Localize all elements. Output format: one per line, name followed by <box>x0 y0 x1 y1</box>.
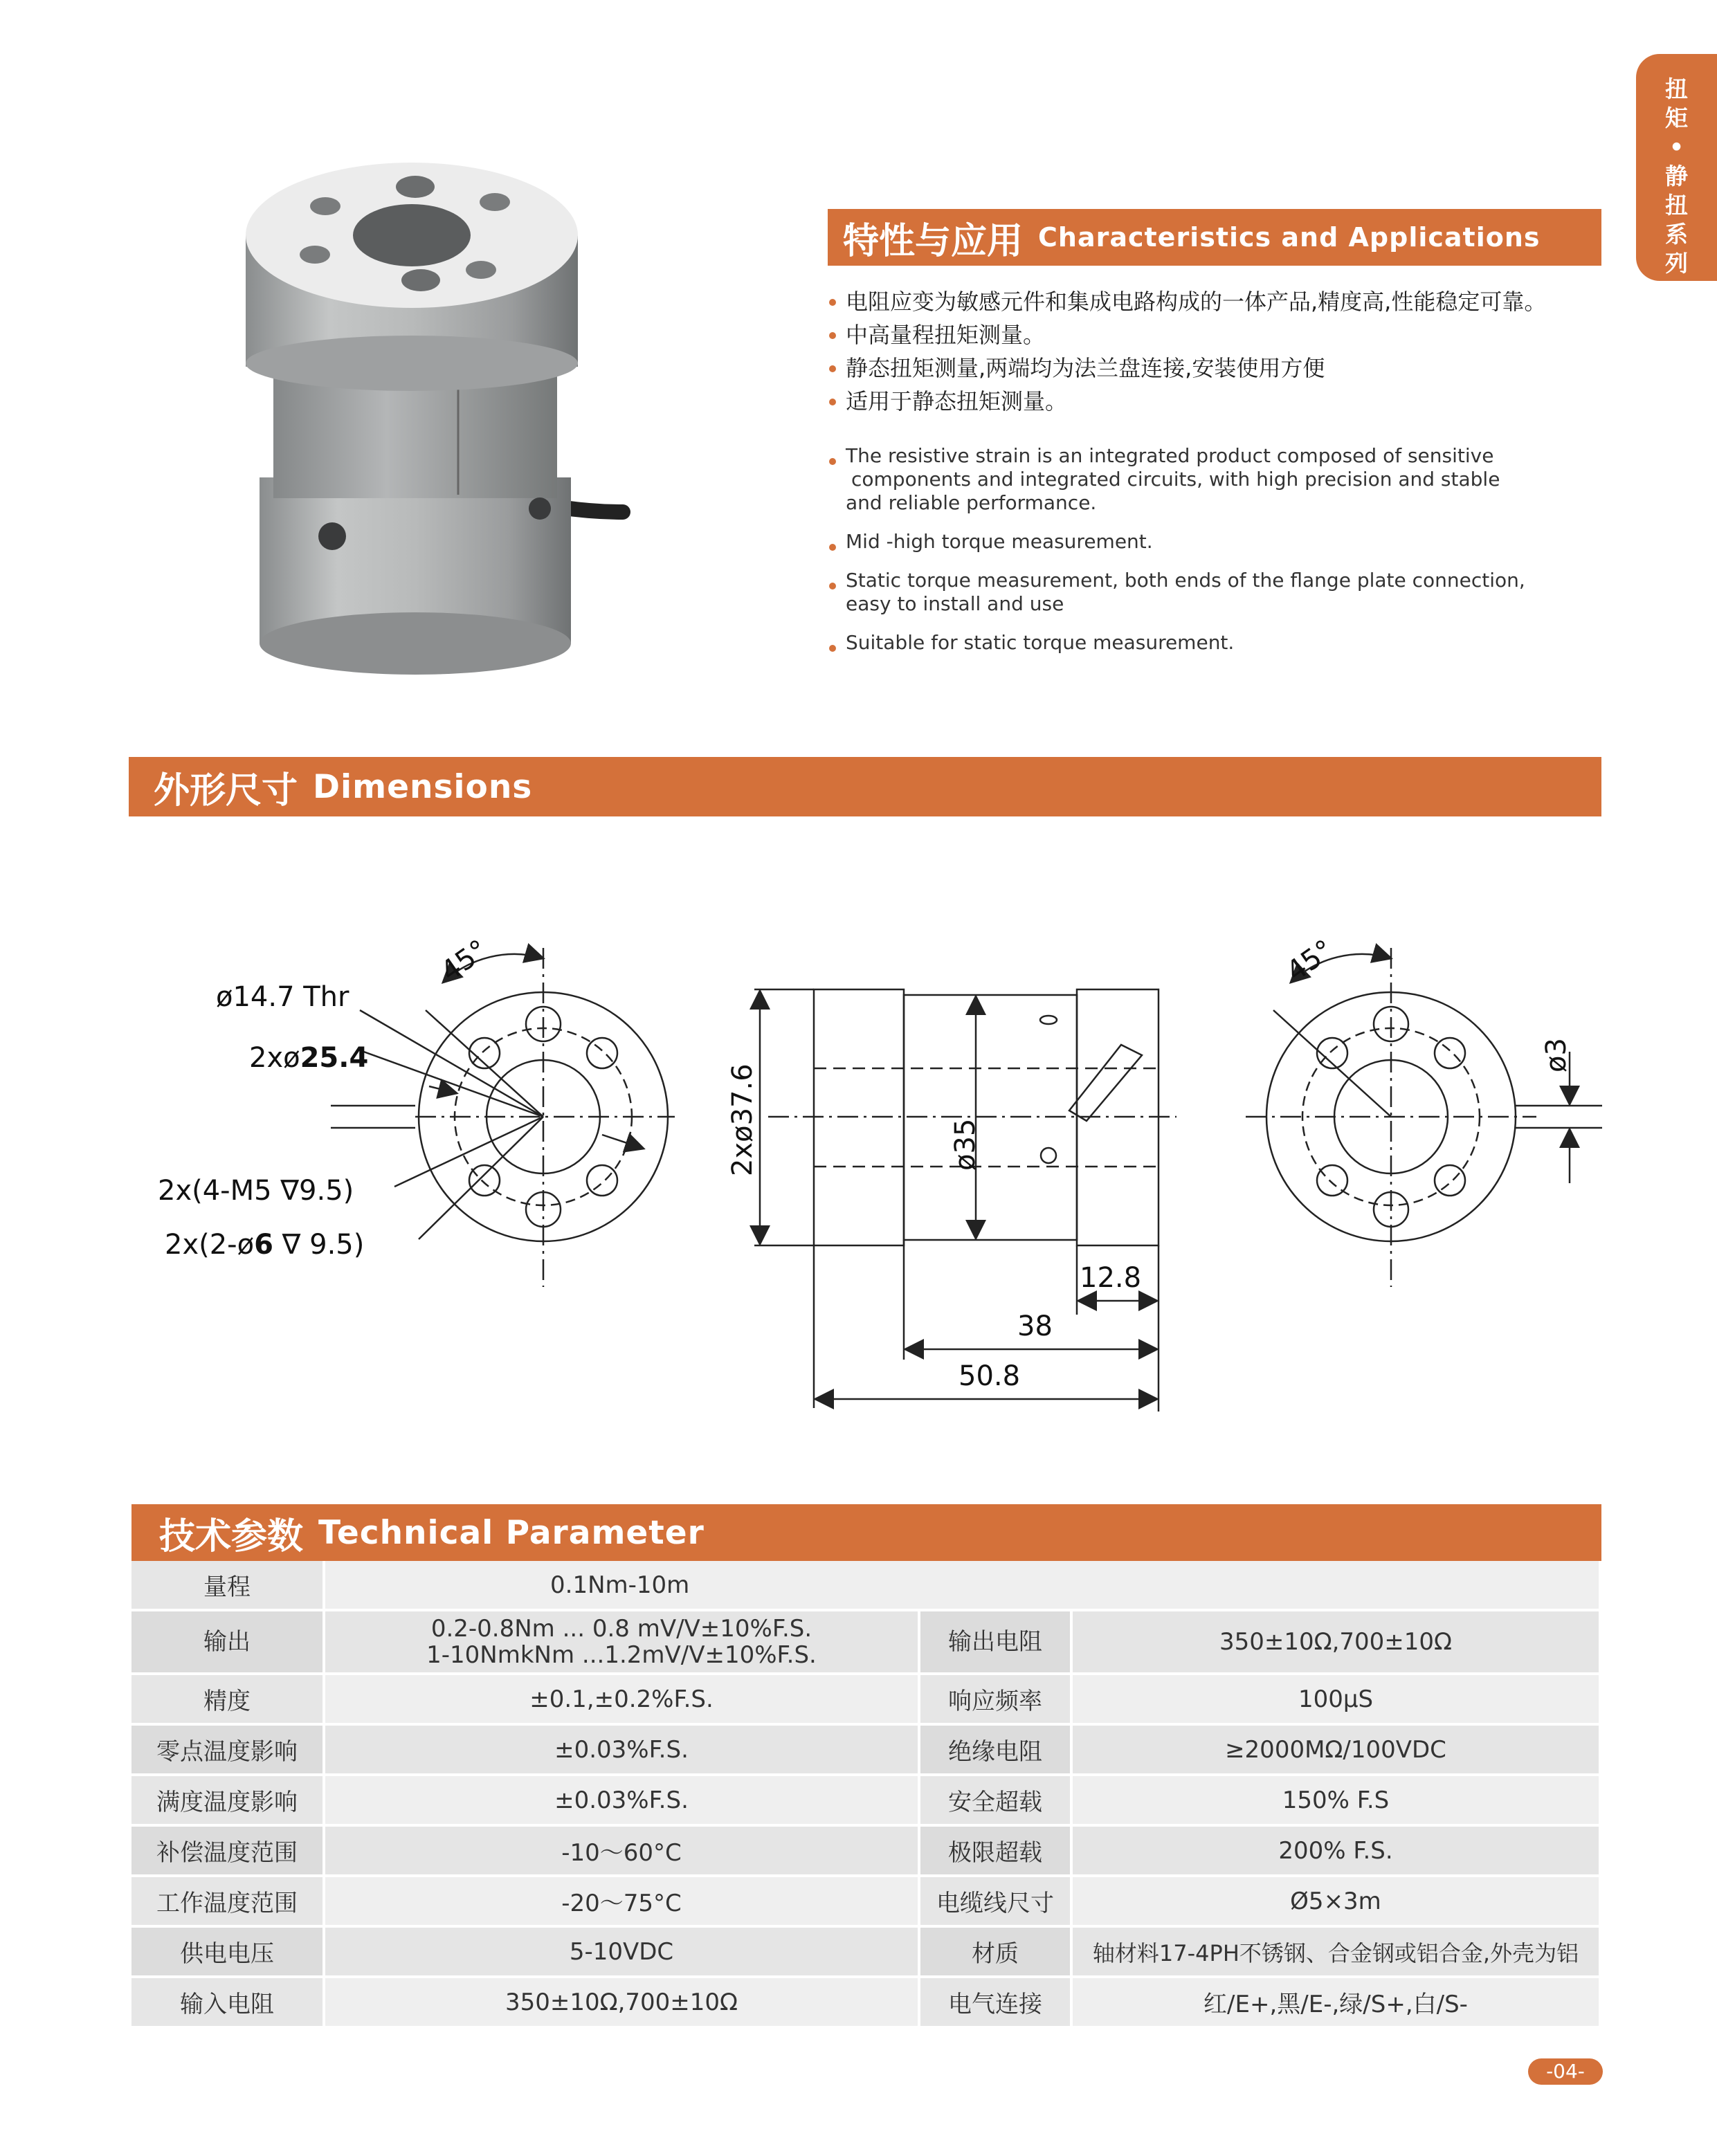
page-number: -04- <box>1528 2058 1603 2085</box>
characteristics-list-zh <box>828 285 1546 418</box>
param-value: ±0.03%F.S. <box>324 1775 919 1825</box>
param-label: 安全超载 <box>919 1775 1071 1825</box>
bore-value: 25.4 <box>300 1042 369 1074</box>
dimensions-title-zh: 外形尺寸 <box>154 769 298 812</box>
flange-diameter-label: 2xø37.6 <box>727 1063 758 1176</box>
body-diameter-label: ø35 <box>950 1118 981 1171</box>
dimensions-header <box>129 757 1601 816</box>
table-row <box>131 1977 1599 2027</box>
side-tab-char: 列 <box>1665 250 1688 277</box>
table-row <box>131 1674 1599 1724</box>
param-label: 满度温度影响 <box>131 1775 324 1825</box>
param-label: 输入电阻 <box>131 1977 324 2027</box>
pin-holes-value: 6 <box>254 1229 273 1261</box>
pin-holes-prefix: 2x(2-ø <box>165 1229 255 1261</box>
table-row <box>131 1876 1599 1926</box>
table-row <box>131 1610 1599 1674</box>
param-value: Ø5×3m <box>1071 1876 1599 1926</box>
bullet-en-line: The resistive strain is an integrated product composed of sensitive <box>846 444 1494 467</box>
thread-label: ø14.7 Thr <box>216 981 349 1013</box>
param-label: 工作温度范围 <box>131 1876 324 1926</box>
param-value: ±0.1,±0.2%F.S. <box>324 1674 919 1724</box>
table-row <box>131 1724 1599 1775</box>
param-value: 350±10Ω,700±10Ω <box>324 1977 919 2027</box>
param-value-line: 1-10NmkNm ...1.2mV/V±10%F.S. <box>426 1641 817 1669</box>
param-label: 输出 <box>131 1610 324 1674</box>
param-label: 电缆线尺寸 <box>919 1876 1071 1926</box>
bullet-en-line: Mid -high torque measurement. <box>846 530 1153 553</box>
param-label: 供电电压 <box>131 1926 324 1977</box>
bullet-en-line: and reliable performance. <box>846 491 1097 514</box>
side-tab-char: 系 <box>1665 221 1688 248</box>
characteristics-title-zh: 特性与应用 <box>843 220 1024 262</box>
param-value: 轴材料17-4PH不锈钢、合金钢或铝合金,外壳为铝 <box>1071 1926 1599 1977</box>
param-label: 精度 <box>131 1674 324 1724</box>
param-value: -10～60°C <box>324 1825 919 1876</box>
bore-prefix: 2xø <box>249 1042 300 1074</box>
bore-label <box>249 1042 368 1074</box>
body-length-label: 38 <box>1017 1310 1053 1342</box>
bullet-en <box>828 569 1554 616</box>
front-view-right <box>1246 948 1602 1287</box>
flange-length-label: 12.8 <box>1080 1262 1142 1294</box>
param-value-line: 0.2-0.8Nm ... 0.8 mV/V±10%F.S. <box>430 1615 812 1643</box>
param-label: 材质 <box>919 1926 1071 1977</box>
table-row <box>131 1775 1599 1825</box>
bullet-en-line: easy to install and use <box>846 592 1064 615</box>
param-value: 350±10Ω,700±10Ω <box>1071 1610 1599 1674</box>
bullet-en <box>828 444 1554 515</box>
technical-title-en: Technical Parameter <box>318 1513 705 1552</box>
bullet-zh: 静态扭矩测量,两端均为法兰盘连接,安装使用方便 <box>828 351 1546 385</box>
param-value: 0.1Nm-10m <box>324 1561 1599 1610</box>
series-side-tab <box>1636 54 1717 281</box>
bullet-zh: 电阻应变为敏感元件和集成电路构成的一体产品,精度高,性能稳定可靠。 <box>828 285 1546 318</box>
param-value: -20～75°C <box>324 1876 919 1926</box>
technical-title-zh: 技术参数 <box>159 1515 304 1557</box>
side-tab-char: 扭 <box>1665 192 1688 219</box>
characteristics-title-en: Characteristics and Applications <box>1038 222 1541 253</box>
bullet-en-line: components and integrated circuits, with high precision and stable <box>851 468 1500 491</box>
table-row <box>131 1561 1599 1610</box>
table-row <box>131 1926 1599 1977</box>
side-view <box>754 989 1177 1412</box>
param-label: 绝缘电阻 <box>919 1724 1071 1775</box>
pin-holes-suffix: ∇ 9.5) <box>273 1229 365 1261</box>
bullet-en <box>828 530 1554 554</box>
side-tab-char: 扭 <box>1665 75 1688 102</box>
param-value: ≥2000MΩ/100VDC <box>1071 1724 1599 1775</box>
side-tab-char: 矩 <box>1665 104 1688 131</box>
characteristics-header <box>828 209 1601 266</box>
param-value: 200% F.S. <box>1071 1825 1599 1876</box>
param-value: 150% F.S <box>1071 1775 1599 1825</box>
param-label: 输出电阻 <box>919 1610 1071 1674</box>
characteristics-list-en <box>828 444 1554 670</box>
param-value: 红/E+,黑/E-,绿/S+,白/S- <box>1071 1977 1599 2027</box>
bullet-zh: 适用于静态扭矩测量。 <box>828 385 1546 418</box>
param-label: 零点温度影响 <box>131 1724 324 1775</box>
param-value: ±0.03%F.S. <box>324 1724 919 1775</box>
tapped-holes-label: 2x(4-M5 ∇9.5) <box>158 1175 354 1207</box>
bullet-en-line: Static torque measurement, both ends of the flange plate connection, <box>846 569 1525 592</box>
param-label: 极限超载 <box>919 1825 1071 1876</box>
param-value <box>324 1610 919 1674</box>
param-label: 响应频率 <box>919 1674 1071 1724</box>
total-length-label: 50.8 <box>959 1360 1021 1392</box>
side-tab-char: • <box>1669 134 1684 161</box>
technical-parameter-table <box>131 1561 1599 2029</box>
table-row <box>131 1825 1599 1876</box>
side-tab-char: 静 <box>1665 163 1688 190</box>
bullet-en <box>828 631 1554 655</box>
bullet-zh: 中高量程扭矩测量。 <box>828 318 1546 351</box>
param-label: 补偿温度范围 <box>131 1825 324 1876</box>
left-angle-label: 45° <box>435 933 494 988</box>
param-value: 100μS <box>1071 1674 1599 1724</box>
param-label: 量程 <box>131 1561 324 1610</box>
dimension-drawing <box>0 872 1717 1425</box>
bullet-en-line: Suitable for static torque measurement. <box>846 631 1235 654</box>
dimensions-title-en: Dimensions <box>313 767 533 806</box>
param-label: 电气连接 <box>919 1977 1071 2027</box>
pin-holes-label <box>165 1229 364 1261</box>
param-value: 5-10VDC <box>324 1926 919 1977</box>
product-photo <box>235 152 651 678</box>
technical-header <box>131 1504 1601 1561</box>
right-angle-label: 45° <box>1280 933 1340 988</box>
cable-diameter-label: ø3 <box>1541 1038 1572 1072</box>
